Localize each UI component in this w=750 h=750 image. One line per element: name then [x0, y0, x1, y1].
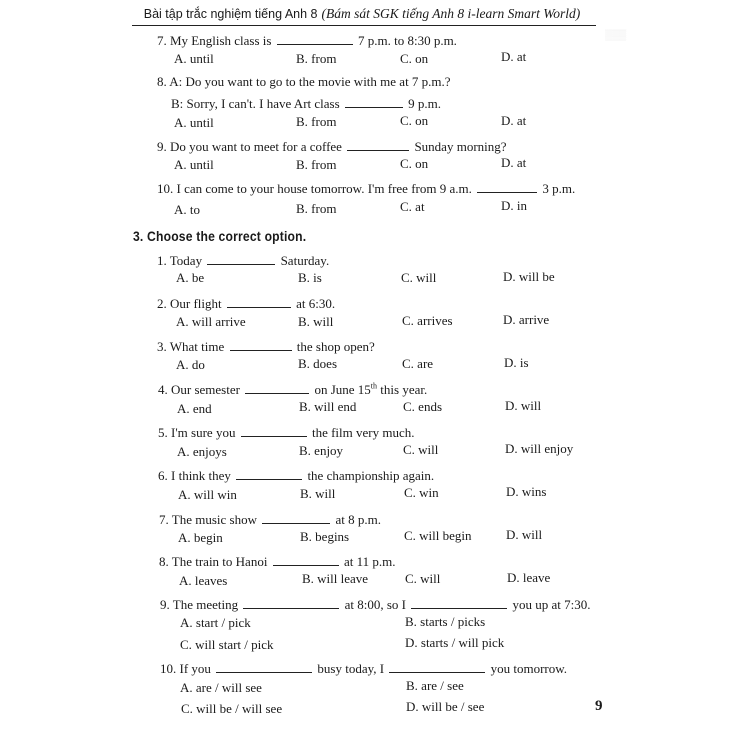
question-text-after: at 6:30.: [296, 296, 336, 311]
question-number: 2.: [157, 296, 167, 311]
question-text-after: Saturday.: [280, 253, 330, 268]
option-d[interactable]: D. wins: [506, 484, 547, 499]
ordinal-suffix: th: [370, 381, 378, 391]
question-p2-8-line2: [171, 95, 441, 112]
header-title: Bài tập trắc nghiệm tiếng Anh 8: [143, 7, 318, 21]
option-c[interactable]: C. will: [401, 270, 437, 285]
bleed-through-mark: ▒▒▒: [605, 30, 627, 41]
answer-blank[interactable]: [227, 295, 291, 308]
option-d[interactable]: D. will: [506, 527, 543, 542]
option-d[interactable]: D. will: [505, 398, 542, 413]
answer-blank[interactable]: [273, 553, 339, 566]
section-title: 3. Choose the correct option.: [133, 229, 307, 244]
question-text: I'm sure you: [171, 425, 236, 440]
question-number: 1.: [157, 253, 167, 268]
question-text: A: Do you want to go to the movie with me at 7 p.m.?: [169, 74, 451, 89]
question-text: The train to Hanoi: [171, 554, 268, 569]
question-text: Today: [169, 253, 203, 268]
option-a[interactable]: A. end: [177, 401, 212, 416]
option-c[interactable]: C. will start / pick: [180, 637, 274, 652]
question-text-after: you up at 7:30.: [512, 597, 591, 612]
option-c[interactable]: C. will be / will see: [181, 701, 283, 716]
option-c[interactable]: C. will: [405, 571, 441, 586]
option-a[interactable]: A. do: [176, 357, 205, 372]
option-d[interactable]: D. will be / see: [406, 699, 485, 714]
question-number: 3.: [157, 339, 167, 354]
question-text: What time: [169, 339, 225, 354]
question-number: 8.: [157, 74, 167, 89]
option-a[interactable]: A. will win: [178, 487, 237, 502]
question-text-mid: busy today, I: [317, 661, 385, 676]
option-c[interactable]: C. on: [400, 156, 429, 171]
question-text: Our flight: [170, 296, 222, 311]
option-c[interactable]: C. at: [400, 199, 425, 214]
option-b[interactable]: B. will: [300, 486, 336, 501]
question-s3-4: [158, 381, 427, 398]
question-text: I think they: [171, 468, 231, 483]
option-b[interactable]: B. from: [296, 114, 337, 129]
option-d[interactable]: D. leave: [507, 570, 551, 585]
question-text-after: on June 15: [314, 382, 371, 397]
option-d[interactable]: D. starts / will pick: [405, 635, 505, 650]
question-p2-7: [157, 32, 457, 49]
option-b[interactable]: B. is: [298, 270, 322, 285]
option-b[interactable]: B. are / see: [406, 678, 464, 693]
question-number: 6.: [158, 468, 168, 483]
question-s3-3: [157, 338, 375, 355]
option-d[interactable]: D. at: [501, 113, 527, 128]
answer-blank-1[interactable]: [243, 596, 339, 609]
option-b[interactable]: B. will leave: [302, 571, 369, 586]
answer-blank[interactable]: [230, 338, 292, 351]
answer-blank[interactable]: [277, 32, 353, 45]
option-d[interactable]: D. at: [501, 49, 527, 64]
question-text-after: 3 p.m.: [542, 181, 576, 196]
answer-blank[interactable]: [245, 381, 309, 394]
question-text: My English class is: [170, 33, 272, 48]
option-c[interactable]: C. arrives: [402, 313, 453, 328]
answer-blank[interactable]: [345, 95, 403, 108]
option-d[interactable]: D. arrive: [503, 312, 550, 327]
question-p2-9: [157, 138, 507, 155]
question-text-after: the championship again.: [307, 468, 435, 483]
header-rule: [132, 25, 596, 26]
answer-blank-2[interactable]: [411, 596, 507, 609]
question-text-after-2: this year.: [377, 382, 428, 397]
option-a[interactable]: A. until: [174, 157, 214, 172]
option-b[interactable]: B. will end: [299, 399, 357, 414]
question-text-after: at 8 p.m.: [335, 512, 381, 527]
question-number: 7.: [157, 33, 167, 48]
option-a[interactable]: A. until: [174, 51, 214, 66]
question-s3-2: [157, 295, 335, 312]
option-d[interactable]: D. in: [501, 198, 527, 213]
page-header: [132, 6, 592, 22]
question-s3-7: [159, 511, 381, 528]
question-text-after: 7 p.m. to 8:30 p.m.: [357, 33, 457, 48]
question-s3-9: [160, 596, 591, 613]
question-text: The music show: [171, 512, 257, 527]
option-b[interactable]: B. enjoy: [299, 443, 344, 458]
option-d[interactable]: D. will enjoy: [505, 441, 574, 456]
header-subtitle: (Bám sát SGK tiếng Anh 8 i-learn Smart World): [321, 6, 581, 21]
option-c[interactable]: C. ends: [403, 399, 442, 414]
option-a[interactable]: A. to: [174, 202, 200, 217]
question-s3-6: [158, 467, 434, 484]
question-s3-8: [159, 553, 395, 570]
option-d[interactable]: D. at: [501, 155, 527, 170]
question-number: 7.: [159, 512, 169, 527]
question-text-after: 9 p.m.: [408, 96, 442, 111]
answer-blank[interactable]: [477, 180, 537, 193]
question-text-mid: at 8:00, so I: [344, 597, 406, 612]
option-a[interactable]: A. will arrive: [176, 314, 246, 329]
option-c[interactable]: C. win: [404, 485, 439, 500]
question-number: 8.: [159, 554, 169, 569]
option-b[interactable]: B. does: [298, 356, 337, 371]
question-p2-8: [157, 74, 451, 90]
answer-blank-1[interactable]: [216, 660, 312, 673]
option-c[interactable]: C. will: [403, 442, 439, 457]
question-text: Our semester: [171, 382, 240, 397]
answer-blank[interactable]: [207, 252, 275, 265]
option-a[interactable]: A. leaves: [179, 573, 228, 588]
option-a[interactable]: A. enjoys: [177, 444, 227, 459]
question-text-after: Sunday morning?: [414, 139, 507, 154]
option-b[interactable]: B. will: [298, 314, 334, 329]
option-c[interactable]: C. are: [402, 356, 434, 371]
option-c[interactable]: C. on: [400, 113, 429, 128]
question-number: 10.: [160, 661, 177, 676]
option-b[interactable]: B. starts / picks: [405, 614, 486, 629]
answer-blank-2[interactable]: [389, 660, 485, 673]
option-a[interactable]: A. start / pick: [180, 615, 251, 630]
question-text-after: you tomorrow.: [490, 661, 568, 676]
option-c[interactable]: C. will begin: [404, 528, 472, 543]
option-b[interactable]: B. from: [296, 157, 337, 172]
option-a[interactable]: A. until: [174, 115, 214, 130]
answer-blank[interactable]: [236, 467, 302, 480]
option-d[interactable]: D. will be: [503, 269, 555, 284]
question-text-after: the film very much.: [311, 425, 415, 440]
question-number: 9.: [157, 139, 167, 154]
question-text: I can come to your house tomorrow. I'm free from 9 a.m.: [176, 181, 472, 196]
option-a[interactable]: A. are / will see: [180, 680, 262, 695]
question-text: If you: [179, 661, 211, 676]
question-text-after: the shop open?: [296, 339, 375, 354]
question-number: 5.: [158, 425, 168, 440]
option-b[interactable]: B. begins: [300, 529, 350, 544]
option-b[interactable]: B. from: [296, 51, 337, 66]
answer-blank[interactable]: [262, 511, 330, 524]
question-text: Do you want to meet for a coffee: [170, 139, 342, 154]
question-s3-5: [158, 424, 414, 441]
answer-blank[interactable]: [347, 138, 409, 151]
question-number: 10.: [157, 181, 174, 196]
question-s3-1: [157, 252, 329, 269]
page-number: 9: [595, 698, 603, 714]
option-c[interactable]: C. on: [400, 51, 429, 66]
answer-blank[interactable]: [241, 424, 307, 437]
option-b[interactable]: B. from: [296, 201, 337, 216]
option-a[interactable]: A. begin: [178, 530, 223, 545]
question-number: 4.: [158, 382, 168, 397]
option-a[interactable]: A. be: [176, 270, 205, 285]
question-text-line2: B: Sorry, I can't. I have Art class: [171, 96, 340, 111]
question-text-after: at 11 p.m.: [343, 554, 396, 569]
question-text: The meeting: [172, 597, 239, 612]
question-p2-10: [157, 180, 575, 197]
question-number: 9.: [160, 597, 170, 612]
question-s3-10: [160, 660, 567, 677]
option-d[interactable]: D. is: [504, 355, 529, 370]
